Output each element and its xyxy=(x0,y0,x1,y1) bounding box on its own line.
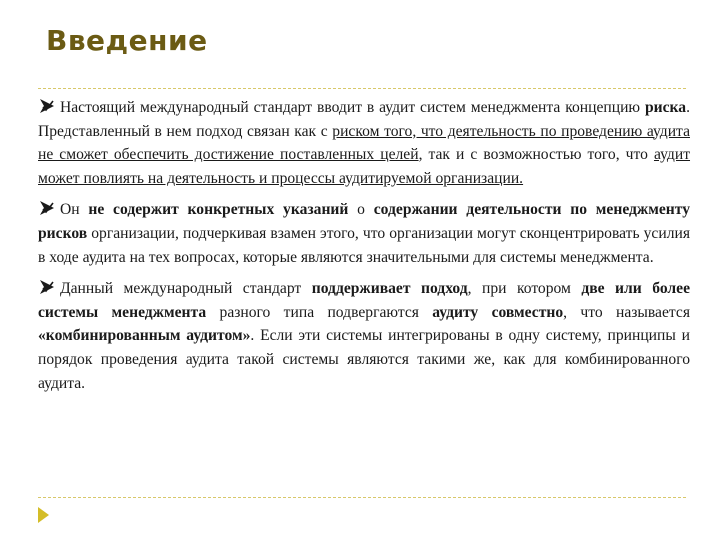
corner-triangle-icon xyxy=(38,507,49,523)
paragraph-text: , так и с возможностью того, что xyxy=(418,146,654,164)
bold-text: не содержит конкретных указаний xyxy=(88,201,349,219)
slide-body xyxy=(38,96,690,403)
bottom-divider xyxy=(38,497,686,498)
bold-text: поддерживает подход xyxy=(311,280,468,298)
paragraph-text: . Представленный в нем подход связан как с xyxy=(38,99,690,140)
bold-text: аудиту совместно xyxy=(432,303,564,321)
paragraph-text: организации, подчеркивая взамен этого, что организации могут сконцентрировать усилия в ходе аудита на тех вопросах, которые являются значительными для системы менеджмента. xyxy=(38,224,690,266)
paragraph-text: разного типа подвергаются xyxy=(206,303,433,321)
bold-text: содержании деятельности по менеджменту рисков xyxy=(38,201,691,242)
paragraph-text: Данный международный стандарт xyxy=(60,280,312,298)
paragraph-text: . Если эти системы интегрированы в одну систему, принципы и порядок проведения аудита такой системы являются такими же, как для комбинированного аудита. xyxy=(38,327,690,392)
bullet-paragraph xyxy=(38,277,690,395)
bullet-paragraph xyxy=(38,198,690,269)
top-divider xyxy=(38,88,686,89)
bold-text: две или более системы менеджмента xyxy=(38,280,691,321)
paragraph-text: о xyxy=(348,201,374,219)
bold-text: «комбинированным аудитом» xyxy=(38,327,251,345)
underlined-text: риском того, что деятельность по проведению аудита не сможет обеспечить достижение поставленных целей xyxy=(38,122,690,164)
arrow-check-bullet-icon xyxy=(38,279,58,295)
bold-text: риска xyxy=(644,99,687,116)
slide-title: Введение xyxy=(46,24,208,57)
arrow-check-bullet-icon xyxy=(38,98,58,114)
paragraph-text: , при котором xyxy=(467,280,582,298)
paragraph-text: Он xyxy=(60,201,89,219)
paragraph-text: , что называется xyxy=(563,303,690,321)
underlined-text: аудит может повлиять на деятельность и процессы аудитируемой организации. xyxy=(38,146,691,187)
bullet-paragraph xyxy=(38,96,690,190)
arrow-check-bullet-icon xyxy=(38,200,58,216)
paragraph-text: Настоящий международный стандарт вводит в аудит систем менеджмента концепцию xyxy=(60,99,645,116)
